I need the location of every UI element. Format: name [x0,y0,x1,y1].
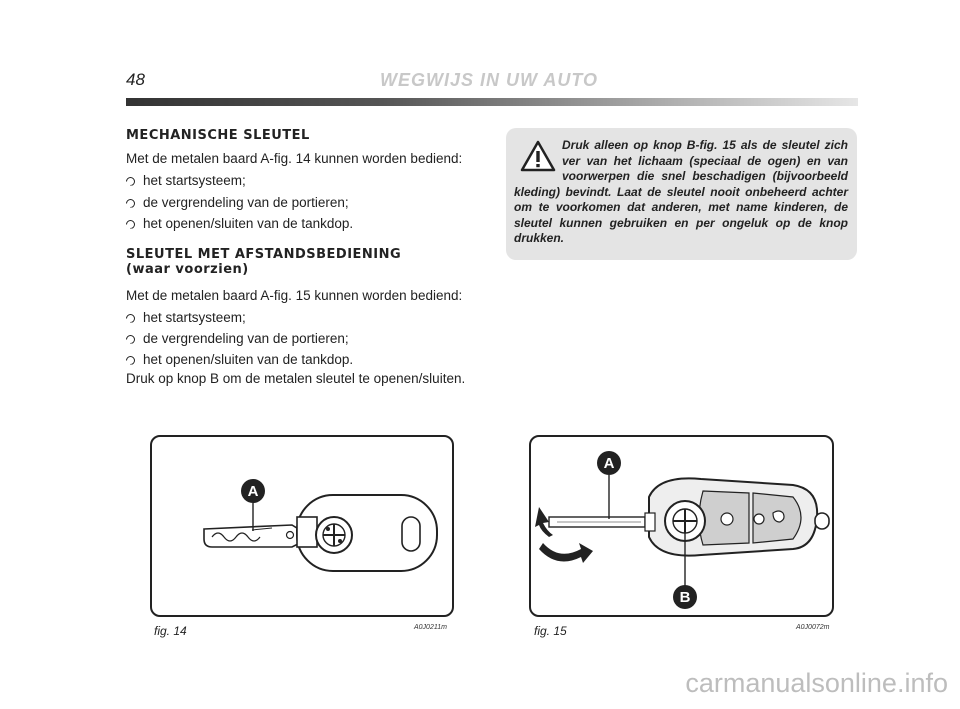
remote-key-illustration [531,437,832,615]
warning-triangle-icon [520,140,556,172]
watermark-text: carmanualsonline.info [685,668,948,698]
section-heading-mechanical-key: MECHANISCHE SLEUTEL [126,128,310,143]
figure-14-frame [150,435,454,617]
chapter-title: WEGWIJS IN UW AUTO [380,70,598,90]
list-item [126,215,353,233]
list-item [126,309,353,327]
section-heading-remote-key [126,247,401,277]
bullet-icon [126,220,135,229]
section-heading-line: (waar voorzien) [126,262,249,277]
figure-15-code: A0J0072m [796,624,830,631]
header-rule [126,98,858,106]
list-item-text: het startsysteem; [143,310,246,325]
section1-intro: Met de metalen baard A-fig. 14 kunnen worden bediend: [126,151,463,166]
list-item [126,194,353,212]
section2-outro: Druk op knop B om de metalen sleutel te openen/sluiten. [126,371,466,386]
section2-bullet-list [126,309,353,369]
bullet-icon [126,177,135,186]
bullet-icon [126,356,135,365]
figure-15-caption: fig. 15 [534,624,567,638]
list-item-text: het openen/sluiten van de tankdop. [143,216,354,231]
warning-box [506,128,857,260]
section1-bullet-list [126,172,353,233]
page-number: 48 [126,70,145,89]
section-heading-line: SLEUTEL MET AFSTANDSBEDIENING [126,247,402,262]
list-item [126,351,353,369]
list-item-text: het startsysteem; [143,173,246,188]
mechanical-key-illustration [152,437,452,615]
bullet-icon [126,199,135,208]
watermark [0,668,960,699]
bullet-icon [126,335,135,344]
list-item-text: de vergrendeling van de portieren; [143,195,349,210]
figure-14-code: A0J0211m [414,624,447,631]
figure-15-frame [529,435,834,617]
callout-a-label: A [247,483,259,500]
figure-14-caption: fig. 14 [154,624,187,638]
warning-text: Druk alleen op knop B-fig. 15 als de sleutel zich ver van het lichaam (speciaal de ogen) en van voorwerpen die snel beschadigen (bijvoorbeeld kleding) bevindt. Laat de sleutel nooit onbeheerd achter om te voorkomen dat anderen, met name kinderen, de sleutel kunnen gebruiken en per ongeluk op de knop drukken. [514,138,848,245]
callout-b-label: B [679,589,691,606]
list-item [126,172,353,190]
warning-text-block [514,138,848,247]
list-item-text: de vergrendeling van de portieren; [143,331,349,346]
bullet-icon [126,314,135,323]
callout-a-label: A [603,455,615,472]
list-item [126,330,353,348]
list-item-text: het openen/sluiten van de tankdop. [143,352,354,367]
section2-intro: Met de metalen baard A-fig. 15 kunnen worden bediend: [126,288,463,303]
